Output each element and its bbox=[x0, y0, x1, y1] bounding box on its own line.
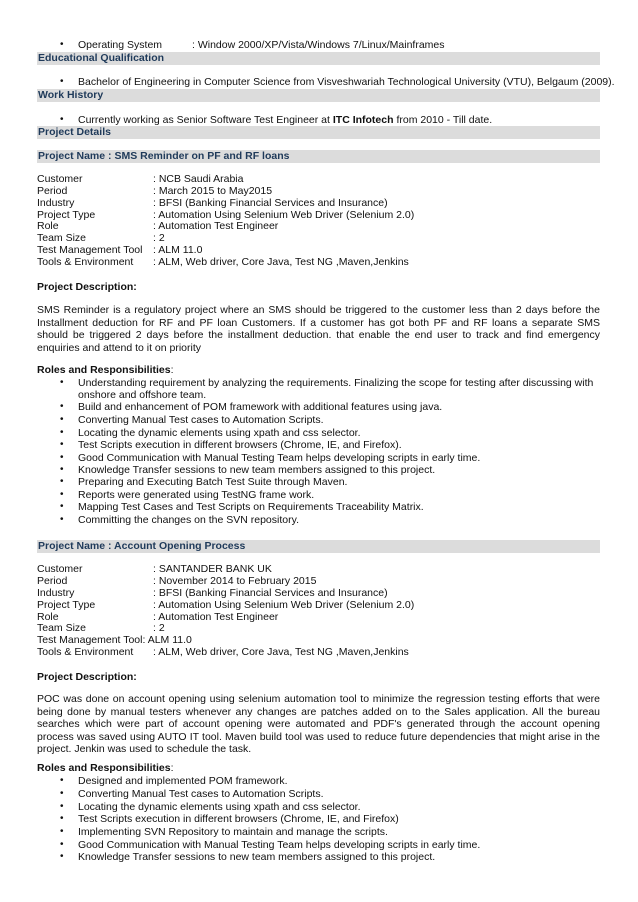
role-text: Understanding requirement by analyzing the requirements. Finalizing the scope for testing after discussing with onshore and offshore team. bbox=[78, 377, 594, 401]
project1-description: SMS Reminder is a regulatory project where an SMS should be triggered to the customer less than 2 days before the Installment deduction for RF and PF loan Customers. If a customer has got both PF and RF loans a separate SMS should be triggered 2 days before the installment deduction. that enable the end user to track and find emergency enquiries and attend to it on priority bbox=[37, 304, 600, 354]
project2-description-heading: Project Description: bbox=[37, 671, 137, 683]
detail-value: : NCB Saudi Arabia bbox=[153, 173, 244, 185]
os-value: : Window 2000/XP/Vista/Windows 7/Linux/Mainframes bbox=[192, 39, 445, 51]
detail-label: Period bbox=[37, 575, 68, 587]
bullet-icon: • bbox=[60, 489, 64, 500]
detail-label: Tools & Environment bbox=[37, 646, 134, 658]
detail-value: : ALM 11.0 bbox=[153, 244, 203, 256]
bullet-icon: • bbox=[60, 514, 64, 525]
role-text: Designed and implemented POM framework. bbox=[78, 775, 288, 787]
project1-roles-heading-row bbox=[37, 364, 174, 376]
project2-description: POC was done on account opening using selenium automation tool to minimize the regression testing efforts that were being done by manual testers whenever any changes are patches added on to the Sales application. All the bureau searches which were part of account opening were automated and PDF's generated through the account opening process was saved using AUTO IT tool. Maven build tool was used to reduce future dependencies that might arise in the project. Jenkin was used to schedule the task. bbox=[37, 693, 600, 755]
role-text: Committing the changes on the SVN repository. bbox=[78, 514, 299, 526]
detail-value: : Automation Test Engineer bbox=[153, 220, 279, 232]
role-text: Converting Manual Test cases to Automation Scripts. bbox=[78, 414, 324, 426]
detail-value: : 2 bbox=[153, 622, 165, 634]
detail-label: Industry bbox=[37, 587, 75, 599]
detail-label: Team Size bbox=[37, 232, 87, 244]
detail-label: Test Management Tool bbox=[37, 244, 143, 256]
work-text bbox=[78, 114, 492, 126]
section-work-header: Work History bbox=[37, 89, 600, 102]
roles-colon: : bbox=[170, 364, 174, 376]
detail-value: : SANTANDER BANK UK bbox=[153, 563, 272, 575]
project2-roles-heading: Roles and Responsibilities bbox=[37, 762, 171, 774]
role-text: Knowledge Transfer sessions to new team members assigned to this project. bbox=[78, 464, 436, 476]
company-name: ITC Infotech bbox=[332, 114, 394, 126]
bullet-icon: • bbox=[60, 464, 64, 475]
education-text: Bachelor of Engineering in Computer Science from Visveshwariah Technological University (VTU), Belgaum (2009). bbox=[78, 76, 615, 88]
role-text: Converting Manual Test cases to Automation Scripts. bbox=[78, 788, 324, 800]
role-text: Knowledge Transfer sessions to new team members assigned to this project. bbox=[78, 851, 436, 863]
bullet-icon: • bbox=[60, 476, 64, 487]
bullet-icon: • bbox=[60, 114, 64, 125]
role-text: Locating the dynamic elements using xpath and css selector. bbox=[78, 427, 361, 439]
detail-value: : BFSI (Banking Financial Services and Insurance) bbox=[153, 587, 388, 599]
role-text: Build and enhancement of POM framework with additional features using java. bbox=[78, 401, 443, 413]
detail-label: Customer bbox=[37, 563, 83, 575]
role-text: Implementing SVN Repository to maintain and manage the scripts. bbox=[78, 826, 388, 838]
detail-value: : Automation Test Engineer bbox=[153, 611, 279, 623]
detail-label: Customer bbox=[37, 173, 83, 185]
project1-roles-heading: Roles and Responsibilities bbox=[37, 364, 171, 376]
role-text: Locating the dynamic elements using xpath and css selector. bbox=[78, 801, 361, 813]
detail-label: Project Type bbox=[37, 209, 96, 221]
bullet-icon: • bbox=[60, 414, 64, 425]
section-education-header: Educational Qualification bbox=[37, 52, 600, 65]
bullet-icon: • bbox=[60, 39, 64, 50]
detail-value: : Automation Using Selenium Web Driver (Selenium 2.0) bbox=[153, 209, 415, 221]
detail-label: Role bbox=[37, 611, 59, 623]
bullet-icon: • bbox=[60, 851, 64, 862]
project1-description-heading: Project Description: bbox=[37, 281, 137, 293]
work-text-pre: Currently working as Senior Software Test Engineer at bbox=[78, 114, 333, 126]
bullet-icon: • bbox=[60, 501, 64, 512]
detail-value: : Automation Using Selenium Web Driver (Selenium 2.0) bbox=[153, 599, 415, 611]
detail-label: Tools & Environment bbox=[37, 256, 134, 268]
project2-name-header: Project Name : Account Opening Process bbox=[37, 540, 600, 553]
detail-label: Role bbox=[37, 220, 59, 232]
bullet-icon: • bbox=[60, 826, 64, 837]
bullet-icon: • bbox=[60, 813, 64, 824]
detail-value: : November 2014 to February 2015 bbox=[153, 575, 317, 587]
bullet-icon: • bbox=[60, 788, 64, 799]
project2-roles-heading-row bbox=[37, 762, 174, 774]
bullet-icon: • bbox=[60, 775, 64, 786]
detail-value: : 2 bbox=[153, 232, 165, 244]
bullet-icon: • bbox=[60, 452, 64, 463]
detail-label: Project Type bbox=[37, 599, 96, 611]
detail-label: Period bbox=[37, 185, 68, 197]
role-text: Preparing and Executing Batch Test Suite through Maven. bbox=[78, 476, 348, 488]
detail-value: : ALM, Web driver, Core Java, Test NG ,Maven,Jenkins bbox=[153, 256, 409, 268]
bullet-icon: • bbox=[60, 439, 64, 450]
project2-tool-line: Test Management Tool: ALM 11.0 bbox=[37, 634, 192, 646]
work-text-post: from 2010 - Till date. bbox=[393, 114, 493, 126]
bullet-icon: • bbox=[60, 76, 64, 87]
detail-label: Industry bbox=[37, 197, 75, 209]
bullet-icon: • bbox=[60, 801, 64, 812]
role-text: Good Communication with Manual Testing Team helps developing scripts in early time. bbox=[78, 839, 481, 851]
bullet-icon: • bbox=[60, 839, 64, 850]
bullet-icon: • bbox=[60, 377, 64, 388]
role-text: Good Communication with Manual Testing Team helps developing scripts in early time. bbox=[78, 452, 481, 464]
detail-value: : ALM, Web driver, Core Java, Test NG ,Maven,Jenkins bbox=[153, 646, 409, 658]
bullet-icon: • bbox=[60, 401, 64, 412]
project1-name-header: Project Name : SMS Reminder on PF and RF loans bbox=[37, 150, 600, 163]
role-text: Test Scripts execution in different browsers (Chrome, IE, and Firefox) bbox=[78, 813, 399, 825]
roles-colon: : bbox=[170, 762, 174, 774]
role-text: Reports were generated using TestNG frame work. bbox=[78, 489, 315, 501]
section-project-header: Project Details bbox=[37, 126, 600, 139]
bullet-icon: • bbox=[60, 427, 64, 438]
detail-value: : BFSI (Banking Financial Services and Insurance) bbox=[153, 197, 388, 209]
role-text: Test Scripts execution in different browsers (Chrome, IE, and Firefox). bbox=[78, 439, 402, 451]
detail-label: Team Size bbox=[37, 622, 87, 634]
role-text: Mapping Test Cases and Test Scripts on Requirements Traceability Matrix. bbox=[78, 501, 424, 513]
detail-value: : March 2015 to May2015 bbox=[153, 185, 273, 197]
os-key: Operating System bbox=[78, 39, 163, 51]
